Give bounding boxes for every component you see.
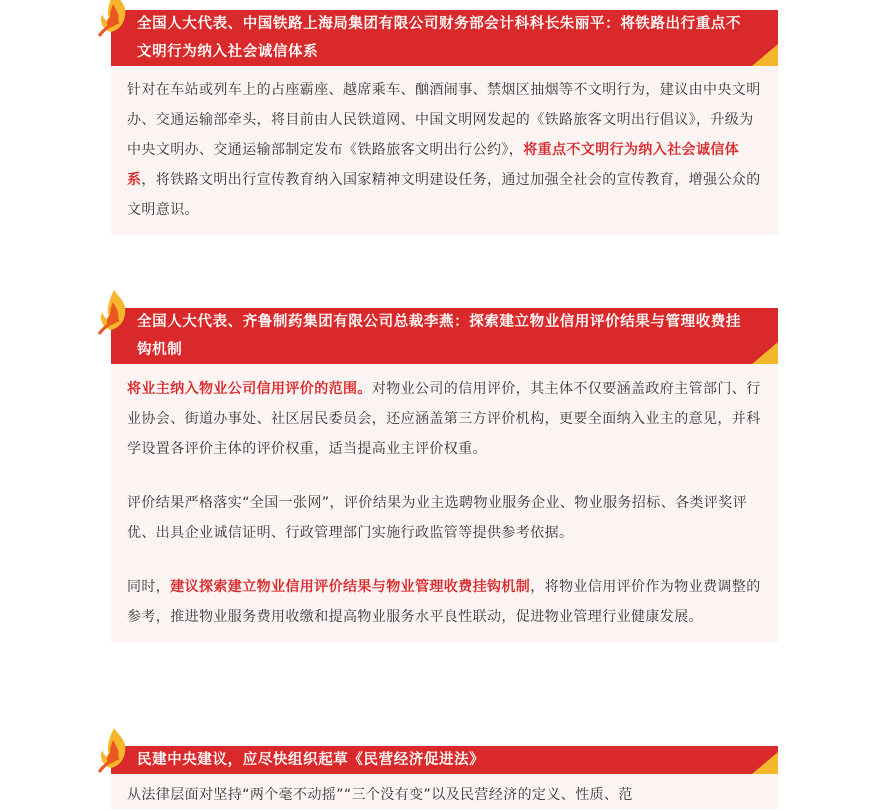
corner-decoration (752, 342, 778, 364)
flame-icon (97, 288, 131, 336)
paragraph-text: 对物业公司的信用评价，其主体不仅要涵盖政府主管部门、行业协会、街道办事处、社区居民委员会，还应涵盖第三方评价机构，更要全面纳入业主的意见，并科学设置各评价主体的评价权重，适当提高业主评价权重。 (127, 381, 761, 457)
section-title: 民建中央建议，应尽快组织起草《民营经济促进法》 (137, 752, 485, 768)
paragraph-text: 同时， (127, 579, 171, 595)
paragraph-text: ，将物业信用评价作为物业费调整的参考，推进物业服务费用收缴和提高物业服务水平良性联动，促进物业管理行业健康发展。 (127, 579, 761, 625)
section-header-2 (111, 308, 778, 364)
section-card-1 (111, 10, 778, 235)
paragraph-text: 从法律层面对坚持“两个毫不动摇”“三个没有变”以及民营经济的定义、性质、范 (127, 787, 633, 803)
section-body-2 (111, 364, 778, 642)
corner-decoration (752, 752, 778, 774)
section-header-3 (111, 746, 778, 774)
paragraph (127, 75, 762, 225)
corner-decoration (752, 44, 778, 66)
section-card-2 (111, 308, 778, 642)
highlight-text: 将重点不文明行为纳入社会诚信体系 (127, 142, 740, 188)
section-title: 全国人大代表、中国铁路上海局集团有限公司财务部会计科科长朱丽平：将铁路出行重点不文明行为纳入社会诚信体系 (137, 16, 741, 60)
section-card-3 (111, 746, 778, 809)
flame-icon (97, 0, 131, 38)
section-body-3 (111, 774, 778, 809)
paragraph (127, 488, 762, 548)
highlight-text: 将业主纳入物业公司信用评价的范围。 (127, 381, 372, 397)
flame-icon (97, 726, 131, 774)
section-header-1 (111, 10, 778, 66)
paragraph-text: 针对在车站或列车上的占座霸座、越席乘车、酗酒闹事、禁烟区抽烟等不文明行为，建议由中央文明办、交通运输部牵头，将目前由人民铁道网、中国文明网发起的《铁路旅客文明出行倡议》，升级为中央文明办、交通运输部制定发布《铁路旅客文明出行公约》， (127, 82, 761, 158)
paragraph (127, 780, 762, 809)
paragraph (127, 572, 762, 632)
paragraph-text: ，将铁路文明出行宣传教育纳入国家精神文明建设任务，通过加强全社会的宣传教育，增强公众的文明意识。 (127, 172, 761, 218)
highlight-text: 建议探索建立物业信用评价结果与物业管理收费挂钩机制 (170, 579, 531, 595)
paragraph (127, 374, 762, 464)
paragraph-text: 评价结果严格落实“全国一张网”，评价结果为业主选聘物业服务企业、物业服务招标、各类评奖评优、出具企业诚信证明、行政管理部门实施行政监管等提供参考依据。 (127, 495, 748, 541)
section-body-1 (111, 66, 778, 235)
section-title: 全国人大代表、齐鲁制药集团有限公司总裁李燕：探索建立物业信用评价结果与管理收费挂钩机制 (137, 314, 741, 358)
